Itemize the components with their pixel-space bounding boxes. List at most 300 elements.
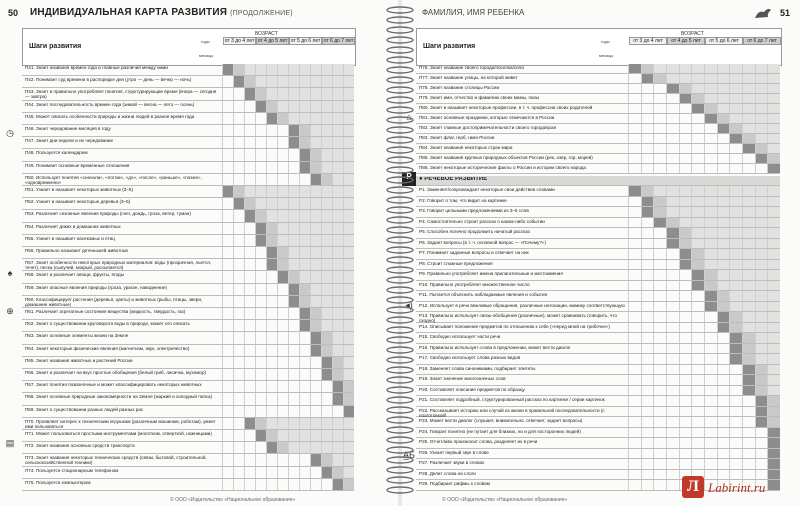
- age-cell[interactable]: [641, 84, 654, 93]
- age-cell[interactable]: [310, 430, 321, 441]
- age-cell[interactable]: [755, 134, 768, 143]
- age-cell[interactable]: [679, 323, 692, 333]
- age-cell[interactable]: [704, 407, 717, 417]
- age-cell[interactable]: [299, 247, 310, 258]
- age-cell[interactable]: [691, 186, 704, 196]
- age-cell[interactable]: [288, 174, 299, 185]
- age-cell[interactable]: [332, 308, 343, 319]
- age-cell[interactable]: [321, 467, 332, 478]
- age-cell[interactable]: [310, 357, 321, 368]
- age-cell[interactable]: [641, 114, 654, 123]
- age-cell[interactable]: [729, 114, 742, 123]
- age-cell[interactable]: [704, 365, 717, 375]
- age-cell[interactable]: [332, 259, 343, 270]
- age-cell[interactable]: [666, 164, 679, 173]
- age-cell[interactable]: [266, 271, 277, 282]
- age-cell[interactable]: [767, 344, 780, 354]
- age-cell[interactable]: [691, 449, 704, 459]
- age-cell[interactable]: [244, 308, 255, 319]
- age-cell[interactable]: [653, 249, 666, 259]
- age-cell[interactable]: [343, 198, 354, 209]
- age-cell[interactable]: [729, 281, 742, 291]
- age-cell[interactable]: [266, 430, 277, 441]
- age-cell[interactable]: [277, 454, 288, 465]
- age-cell[interactable]: [717, 74, 730, 83]
- age-cell[interactable]: [343, 235, 354, 246]
- age-cell[interactable]: [717, 365, 730, 375]
- age-cell[interactable]: [299, 332, 310, 343]
- age-cell[interactable]: [767, 64, 780, 73]
- age-cell[interactable]: [299, 320, 310, 331]
- age-cell[interactable]: [321, 137, 332, 148]
- age-cell[interactable]: [729, 291, 742, 301]
- age-cell[interactable]: [755, 249, 768, 259]
- age-cell[interactable]: [288, 101, 299, 112]
- age-cell[interactable]: [755, 459, 768, 469]
- age-cell[interactable]: [266, 88, 277, 99]
- age-cell[interactable]: [704, 249, 717, 259]
- age-cell[interactable]: [729, 396, 742, 406]
- age-cell[interactable]: [310, 381, 321, 392]
- age-cell[interactable]: [729, 459, 742, 469]
- age-cell[interactable]: [299, 467, 310, 478]
- age-cell[interactable]: [742, 365, 755, 375]
- age-cell[interactable]: [666, 449, 679, 459]
- age-cell[interactable]: [233, 137, 244, 148]
- age-cell[interactable]: [332, 332, 343, 343]
- age-cell[interactable]: [266, 125, 277, 136]
- age-cell[interactable]: [299, 479, 310, 490]
- age-cell[interactable]: [767, 354, 780, 364]
- age-cell[interactable]: [244, 454, 255, 465]
- age-cell[interactable]: [641, 459, 654, 469]
- age-cell[interactable]: [767, 375, 780, 385]
- age-cell[interactable]: [332, 393, 343, 404]
- age-cell[interactable]: [332, 223, 343, 234]
- age-cell[interactable]: [704, 197, 717, 207]
- age-cell[interactable]: [299, 149, 310, 160]
- age-cell[interactable]: [332, 186, 343, 197]
- age-cell[interactable]: [277, 381, 288, 392]
- age-cell[interactable]: [767, 249, 780, 259]
- age-cell[interactable]: [717, 428, 730, 438]
- age-cell[interactable]: [266, 210, 277, 221]
- age-cell[interactable]: [679, 354, 692, 364]
- age-cell[interactable]: [321, 235, 332, 246]
- age-cell[interactable]: [653, 218, 666, 228]
- age-cell[interactable]: [704, 260, 717, 270]
- age-cell[interactable]: [277, 223, 288, 234]
- age-cell[interactable]: [343, 247, 354, 258]
- age-cell[interactable]: [310, 76, 321, 87]
- age-cell[interactable]: [299, 308, 310, 319]
- age-cell[interactable]: [679, 260, 692, 270]
- age-cell[interactable]: [332, 284, 343, 295]
- age-cell[interactable]: [244, 235, 255, 246]
- age-cell[interactable]: [332, 271, 343, 282]
- age-cell[interactable]: [729, 104, 742, 113]
- age-cell[interactable]: [729, 270, 742, 280]
- age-cell[interactable]: [332, 174, 343, 185]
- age-cell[interactable]: [255, 284, 266, 295]
- age-cell[interactable]: [332, 430, 343, 441]
- age-cell[interactable]: [729, 365, 742, 375]
- age-cell[interactable]: [310, 174, 321, 185]
- age-cell[interactable]: [691, 64, 704, 73]
- age-cell[interactable]: [628, 281, 641, 291]
- age-cell[interactable]: [742, 260, 755, 270]
- age-cell[interactable]: [641, 417, 654, 427]
- age-cell[interactable]: [310, 296, 321, 307]
- age-cell[interactable]: [641, 281, 654, 291]
- age-cell[interactable]: [653, 428, 666, 438]
- age-cell[interactable]: [729, 249, 742, 259]
- age-cell[interactable]: [755, 218, 768, 228]
- age-cell[interactable]: [299, 406, 310, 417]
- age-cell[interactable]: [277, 235, 288, 246]
- age-cell[interactable]: [666, 197, 679, 207]
- age-cell[interactable]: [628, 218, 641, 228]
- age-cell[interactable]: [691, 333, 704, 343]
- age-cell[interactable]: [255, 381, 266, 392]
- age-cell[interactable]: [767, 134, 780, 143]
- age-cell[interactable]: [742, 124, 755, 133]
- age-cell[interactable]: [233, 442, 244, 453]
- age-cell[interactable]: [277, 308, 288, 319]
- age-cell[interactable]: [742, 207, 755, 217]
- age-cell[interactable]: [691, 291, 704, 301]
- age-cell[interactable]: [679, 365, 692, 375]
- age-cell[interactable]: [310, 284, 321, 295]
- age-cell[interactable]: [288, 223, 299, 234]
- age-cell[interactable]: [233, 332, 244, 343]
- age-cell[interactable]: [343, 174, 354, 185]
- age-cell[interactable]: [729, 323, 742, 333]
- age-cell[interactable]: [310, 308, 321, 319]
- age-cell[interactable]: [321, 393, 332, 404]
- age-cell[interactable]: [653, 270, 666, 280]
- age-cell[interactable]: [717, 323, 730, 333]
- age-cell[interactable]: [244, 76, 255, 87]
- age-cell[interactable]: [277, 320, 288, 331]
- age-cell[interactable]: [244, 259, 255, 270]
- age-cell[interactable]: [244, 296, 255, 307]
- age-cell[interactable]: [233, 393, 244, 404]
- age-cell[interactable]: [321, 284, 332, 295]
- age-cell[interactable]: [310, 418, 321, 429]
- age-cell[interactable]: [277, 430, 288, 441]
- age-cell[interactable]: [310, 162, 321, 173]
- age-cell[interactable]: [666, 323, 679, 333]
- age-cell[interactable]: [755, 228, 768, 238]
- age-cell[interactable]: [244, 88, 255, 99]
- age-cell[interactable]: [321, 101, 332, 112]
- age-cell[interactable]: [299, 418, 310, 429]
- age-cell[interactable]: [222, 101, 233, 112]
- age-cell[interactable]: [233, 308, 244, 319]
- age-cell[interactable]: [691, 239, 704, 249]
- age-cell[interactable]: [244, 223, 255, 234]
- age-cell[interactable]: [332, 113, 343, 124]
- age-cell[interactable]: [641, 396, 654, 406]
- age-cell[interactable]: [742, 291, 755, 301]
- age-cell[interactable]: [755, 164, 768, 173]
- age-cell[interactable]: [755, 428, 768, 438]
- age-cell[interactable]: [742, 74, 755, 83]
- age-cell[interactable]: [742, 197, 755, 207]
- age-cell[interactable]: [729, 312, 742, 322]
- age-cell[interactable]: [641, 375, 654, 385]
- age-cell[interactable]: [628, 154, 641, 163]
- age-cell[interactable]: [233, 149, 244, 160]
- age-cell[interactable]: [704, 396, 717, 406]
- age-cell[interactable]: [679, 302, 692, 312]
- age-cell[interactable]: [628, 302, 641, 312]
- age-cell[interactable]: [717, 197, 730, 207]
- age-cell[interactable]: [244, 381, 255, 392]
- age-cell[interactable]: [641, 164, 654, 173]
- age-cell[interactable]: [755, 154, 768, 163]
- age-cell[interactable]: [755, 124, 768, 133]
- age-cell[interactable]: [299, 369, 310, 380]
- age-cell[interactable]: [343, 393, 354, 404]
- age-cell[interactable]: [767, 386, 780, 396]
- age-cell[interactable]: [343, 113, 354, 124]
- age-cell[interactable]: [742, 438, 755, 448]
- age-cell[interactable]: [704, 186, 717, 196]
- age-cell[interactable]: [222, 88, 233, 99]
- age-cell[interactable]: [641, 74, 654, 83]
- age-cell[interactable]: [641, 124, 654, 133]
- age-cell[interactable]: [255, 369, 266, 380]
- age-cell[interactable]: [666, 228, 679, 238]
- age-cell[interactable]: [299, 430, 310, 441]
- age-cell[interactable]: [729, 260, 742, 270]
- age-cell[interactable]: [343, 454, 354, 465]
- age-cell[interactable]: [332, 406, 343, 417]
- age-cell[interactable]: [628, 407, 641, 417]
- age-cell[interactable]: [244, 320, 255, 331]
- age-cell[interactable]: [332, 369, 343, 380]
- age-cell[interactable]: [742, 354, 755, 364]
- age-cell[interactable]: [321, 296, 332, 307]
- age-cell[interactable]: [343, 162, 354, 173]
- age-cell[interactable]: [679, 84, 692, 93]
- age-cell[interactable]: [691, 124, 704, 133]
- age-cell[interactable]: [717, 386, 730, 396]
- age-cell[interactable]: [742, 312, 755, 322]
- age-cell[interactable]: [729, 74, 742, 83]
- age-cell[interactable]: [277, 406, 288, 417]
- age-cell[interactable]: [277, 210, 288, 221]
- age-cell[interactable]: [653, 291, 666, 301]
- age-cell[interactable]: [691, 407, 704, 417]
- age-cell[interactable]: [704, 228, 717, 238]
- age-cell[interactable]: [233, 64, 244, 75]
- age-cell[interactable]: [666, 270, 679, 280]
- age-cell[interactable]: [222, 247, 233, 258]
- age-cell[interactable]: [742, 323, 755, 333]
- age-cell[interactable]: [704, 124, 717, 133]
- age-cell[interactable]: [729, 84, 742, 93]
- age-cell[interactable]: [653, 134, 666, 143]
- age-cell[interactable]: [233, 162, 244, 173]
- age-cell[interactable]: [742, 375, 755, 385]
- age-cell[interactable]: [666, 312, 679, 322]
- age-cell[interactable]: [332, 125, 343, 136]
- age-cell[interactable]: [266, 369, 277, 380]
- age-cell[interactable]: [767, 428, 780, 438]
- age-cell[interactable]: [717, 291, 730, 301]
- age-cell[interactable]: [222, 259, 233, 270]
- age-cell[interactable]: [343, 418, 354, 429]
- age-cell[interactable]: [742, 302, 755, 312]
- age-cell[interactable]: [704, 74, 717, 83]
- age-cell[interactable]: [666, 281, 679, 291]
- age-cell[interactable]: [266, 320, 277, 331]
- age-cell[interactable]: [767, 260, 780, 270]
- age-cell[interactable]: [717, 344, 730, 354]
- age-cell[interactable]: [233, 381, 244, 392]
- age-cell[interactable]: [299, 174, 310, 185]
- age-cell[interactable]: [332, 381, 343, 392]
- age-cell[interactable]: [244, 162, 255, 173]
- age-cell[interactable]: [679, 94, 692, 103]
- age-cell[interactable]: [691, 312, 704, 322]
- age-cell[interactable]: [233, 479, 244, 490]
- age-cell[interactable]: [653, 144, 666, 153]
- age-cell[interactable]: [299, 113, 310, 124]
- age-cell[interactable]: [244, 149, 255, 160]
- age-cell[interactable]: [288, 369, 299, 380]
- age-cell[interactable]: [277, 162, 288, 173]
- age-cell[interactable]: [704, 459, 717, 469]
- age-cell[interactable]: [266, 223, 277, 234]
- age-cell[interactable]: [653, 64, 666, 73]
- age-cell[interactable]: [332, 101, 343, 112]
- age-cell[interactable]: [332, 137, 343, 148]
- age-cell[interactable]: [244, 345, 255, 356]
- age-cell[interactable]: [704, 144, 717, 153]
- age-cell[interactable]: [310, 320, 321, 331]
- age-cell[interactable]: [321, 259, 332, 270]
- age-cell[interactable]: [641, 354, 654, 364]
- age-cell[interactable]: [691, 114, 704, 123]
- age-cell[interactable]: [704, 375, 717, 385]
- age-cell[interactable]: [717, 164, 730, 173]
- age-cell[interactable]: [299, 64, 310, 75]
- age-cell[interactable]: [742, 64, 755, 73]
- age-cell[interactable]: [299, 210, 310, 221]
- age-cell[interactable]: [288, 210, 299, 221]
- age-cell[interactable]: [310, 210, 321, 221]
- age-cell[interactable]: [222, 76, 233, 87]
- age-cell[interactable]: [653, 124, 666, 133]
- age-cell[interactable]: [691, 144, 704, 153]
- age-cell[interactable]: [277, 101, 288, 112]
- age-cell[interactable]: [222, 174, 233, 185]
- age-cell[interactable]: [666, 84, 679, 93]
- age-cell[interactable]: [679, 428, 692, 438]
- age-cell[interactable]: [277, 259, 288, 270]
- age-cell[interactable]: [321, 88, 332, 99]
- age-cell[interactable]: [704, 438, 717, 448]
- age-cell[interactable]: [691, 428, 704, 438]
- age-cell[interactable]: [288, 479, 299, 490]
- age-cell[interactable]: [767, 417, 780, 427]
- age-cell[interactable]: [653, 396, 666, 406]
- age-cell[interactable]: [767, 291, 780, 301]
- age-cell[interactable]: [755, 260, 768, 270]
- age-cell[interactable]: [679, 104, 692, 113]
- age-cell[interactable]: [266, 101, 277, 112]
- age-cell[interactable]: [729, 144, 742, 153]
- age-cell[interactable]: [666, 260, 679, 270]
- age-cell[interactable]: [755, 270, 768, 280]
- age-cell[interactable]: [653, 154, 666, 163]
- age-cell[interactable]: [691, 218, 704, 228]
- age-cell[interactable]: [767, 365, 780, 375]
- age-cell[interactable]: [704, 354, 717, 364]
- age-cell[interactable]: [343, 88, 354, 99]
- age-cell[interactable]: [755, 344, 768, 354]
- age-cell[interactable]: [729, 428, 742, 438]
- age-cell[interactable]: [691, 281, 704, 291]
- age-cell[interactable]: [277, 247, 288, 258]
- age-cell[interactable]: [767, 186, 780, 196]
- age-cell[interactable]: [299, 284, 310, 295]
- age-cell[interactable]: [767, 270, 780, 280]
- age-cell[interactable]: [729, 228, 742, 238]
- age-cell[interactable]: [244, 406, 255, 417]
- age-cell[interactable]: [321, 406, 332, 417]
- age-cell[interactable]: [729, 218, 742, 228]
- age-cell[interactable]: [641, 186, 654, 196]
- age-cell[interactable]: [628, 197, 641, 207]
- age-cell[interactable]: [343, 284, 354, 295]
- age-cell[interactable]: [628, 124, 641, 133]
- age-cell[interactable]: [266, 76, 277, 87]
- age-cell[interactable]: [255, 125, 266, 136]
- age-cell[interactable]: [729, 354, 742, 364]
- age-cell[interactable]: [244, 418, 255, 429]
- age-cell[interactable]: [255, 430, 266, 441]
- age-cell[interactable]: [641, 449, 654, 459]
- age-cell[interactable]: [717, 375, 730, 385]
- age-cell[interactable]: [343, 345, 354, 356]
- age-cell[interactable]: [666, 249, 679, 259]
- age-cell[interactable]: [755, 333, 768, 343]
- age-cell[interactable]: [653, 344, 666, 354]
- age-cell[interactable]: [666, 407, 679, 417]
- age-cell[interactable]: [233, 259, 244, 270]
- age-cell[interactable]: [729, 154, 742, 163]
- age-cell[interactable]: [321, 381, 332, 392]
- age-cell[interactable]: [255, 235, 266, 246]
- age-cell[interactable]: [755, 375, 768, 385]
- age-cell[interactable]: [653, 407, 666, 417]
- age-cell[interactable]: [288, 308, 299, 319]
- age-cell[interactable]: [299, 137, 310, 148]
- age-cell[interactable]: [729, 449, 742, 459]
- age-cell[interactable]: [691, 74, 704, 83]
- age-cell[interactable]: [288, 320, 299, 331]
- age-cell[interactable]: [641, 218, 654, 228]
- age-cell[interactable]: [222, 467, 233, 478]
- age-cell[interactable]: [255, 162, 266, 173]
- age-cell[interactable]: [704, 164, 717, 173]
- age-cell[interactable]: [222, 125, 233, 136]
